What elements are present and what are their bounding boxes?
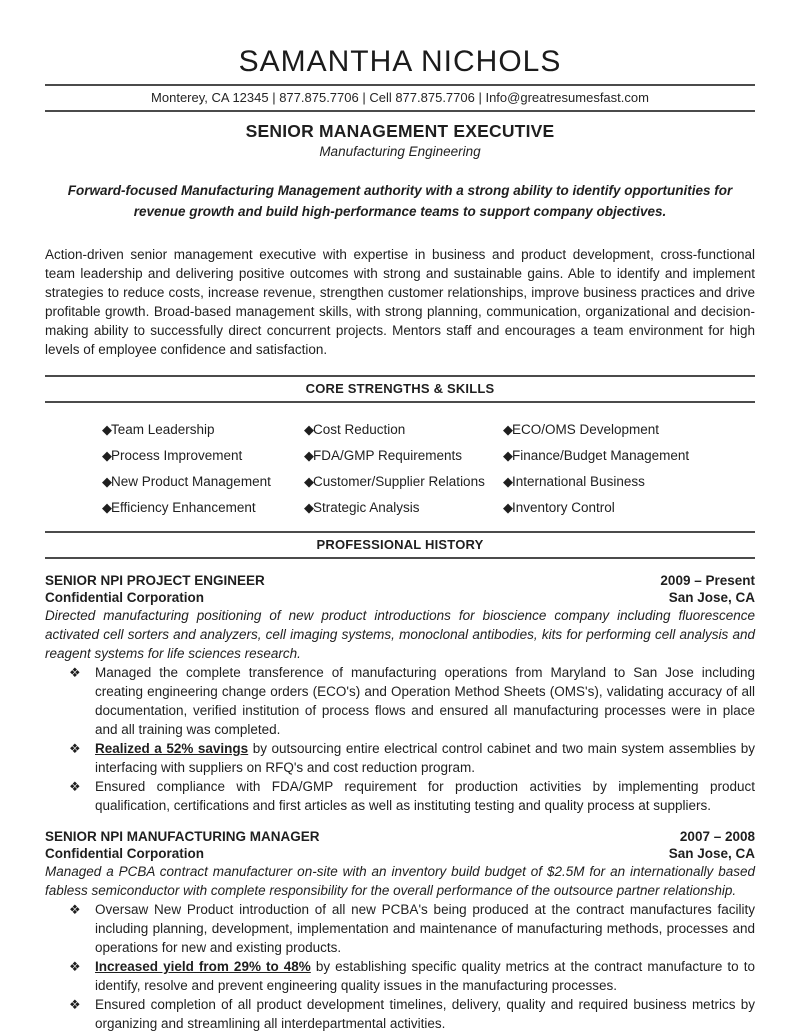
bullet-body: Ensured completion of all product development timelines, delivery, quality and required business metrics by organizing and streamlining all interdepartmental activities. xyxy=(95,997,755,1031)
candidate-name: SAMANTHA NICHOLS xyxy=(238,45,562,78)
skill-label: Process Improvement xyxy=(111,448,243,463)
diamond-bullet-icon: ◆ xyxy=(304,448,313,463)
bullet-item xyxy=(45,739,755,777)
bullet-highlight: Realized a 52% savings xyxy=(95,741,249,756)
bullet-body: Ensured compliance with FDA/GMP requirement for production activities by implementing product qualification, certifications and first articles as well as instituting testing and quality process at suppliers. xyxy=(95,779,755,813)
summary-paragraph: Action-driven senior management executive with expertise in business and product development, cross-functional team leadership and delivering positive outcomes with strong and sustainable gains. Able to identify and implement strategies to reduce costs, increase revenue, strengthen customer relationships, improve business practices and drive profitable growth. Broad-based management skills, with strong planning, communication, organizational and decision-making ability to successfully direct concurrent projects. Mentors staff and encourages a team environment for high levels of employee confidence and satisfaction. xyxy=(45,247,755,357)
history-section xyxy=(45,572,755,1033)
job-company-row xyxy=(45,589,755,606)
contact-info: Monterey, CA 12345 | 877.875.7706 | Cell 877.875.7706 | Info@greatresumesfast.com xyxy=(151,90,649,105)
skill-label: ECO/OMS Development xyxy=(512,422,660,437)
skill-item xyxy=(102,448,304,463)
skill-label: Efficiency Enhancement xyxy=(111,500,256,515)
job-title-row xyxy=(45,572,755,589)
section-heading-core-strengths: CORE STRENGTHS & SKILLS xyxy=(45,375,755,403)
bullet-text xyxy=(95,663,755,739)
diamond-bullet-icon: ◆ xyxy=(304,474,313,489)
bullet-text xyxy=(95,900,755,957)
skill-label: Customer/Supplier Relations xyxy=(313,474,485,489)
bullet-item xyxy=(45,900,755,957)
skill-item xyxy=(102,474,304,489)
skill-item xyxy=(102,500,304,515)
job-bullet-list xyxy=(45,663,755,815)
skill-label: Inventory Control xyxy=(512,500,615,515)
resume-subtitle: Manufacturing Engineering xyxy=(319,144,481,159)
skill-label: New Product Management xyxy=(111,474,271,489)
job-company: Confidential Corporation xyxy=(45,846,204,861)
job-title: SENIOR NPI MANUFACTURING MANAGER xyxy=(45,829,320,844)
skill-label: Team Leadership xyxy=(111,422,215,437)
diamond-bullet-icon: ◆ xyxy=(102,422,111,437)
four-diamond-bullet-icon: ❖ xyxy=(69,902,81,917)
bullet-item xyxy=(45,663,755,739)
skill-item xyxy=(304,474,503,489)
bullet-item xyxy=(45,995,755,1033)
skill-label: Finance/Budget Management xyxy=(512,448,690,463)
diamond-bullet-icon: ◆ xyxy=(102,474,111,489)
job-dates: 2009 – Present xyxy=(660,573,755,588)
skill-item xyxy=(304,448,503,463)
job-entry xyxy=(45,572,755,815)
job-title: SENIOR NPI PROJECT ENGINEER xyxy=(45,573,265,588)
skill-label: Strategic Analysis xyxy=(313,500,420,515)
diamond-bullet-icon: ◆ xyxy=(304,422,313,437)
skill-item xyxy=(304,500,503,515)
tagline: Forward-focused Manufacturing Management authority with a strong ability to identify opportunities for revenue growth and build high-performance teams to support company objectives. xyxy=(67,183,733,219)
job-dates: 2007 – 2008 xyxy=(679,829,755,844)
skill-label: International Business xyxy=(512,474,645,489)
diamond-bullet-icon: ◆ xyxy=(503,500,512,515)
four-diamond-bullet-icon: ❖ xyxy=(69,741,81,756)
section-heading-professional-history: PROFESSIONAL HISTORY xyxy=(45,531,755,559)
bullet-highlight: Increased yield from 29% to 48% xyxy=(95,959,311,974)
bullet-body: Oversaw New Product introduction of all new PCBA's being produced at the contract manufactures facility including planning, development, implementation and maintenance of manufacturing methods, processes and operations for new and existing products. xyxy=(95,902,755,955)
diamond-bullet-icon: ◆ xyxy=(304,500,313,515)
skills-grid xyxy=(102,422,755,515)
skill-item xyxy=(503,500,755,515)
bullet-text xyxy=(95,739,755,777)
job-description: Directed manufacturing positioning of new product introductions for bioscience company including fluorescence activated cell sorters and analyzers, cell imaging systems, monoclonal antibodies, kits for performing cell analysis and reagent systems for life sciences research. xyxy=(45,608,755,661)
bullet-text xyxy=(95,957,755,995)
bullet-body: by establishing specific quality metrics at the contract manufacture to to identify, resolve and prevent engineering quality issues in the manufacturing processes. xyxy=(95,959,755,993)
skill-item xyxy=(503,422,755,437)
contact-band xyxy=(45,84,755,112)
diamond-bullet-icon: ◆ xyxy=(102,448,111,463)
job-title-row xyxy=(45,828,755,845)
four-diamond-bullet-icon: ❖ xyxy=(69,959,81,974)
skill-item xyxy=(102,422,304,437)
four-diamond-bullet-icon: ❖ xyxy=(69,779,81,794)
job-location: San Jose, CA xyxy=(668,846,755,861)
job-entry xyxy=(45,828,755,1033)
job-company: Confidential Corporation xyxy=(45,590,204,605)
resume-title: SENIOR MANAGEMENT EXECUTIVE xyxy=(245,121,555,141)
skill-label: FDA/GMP Requirements xyxy=(313,448,463,463)
job-bullet-list xyxy=(45,900,755,1033)
bullet-body: by outsourcing entire electrical control cabinet and two main system assemblies by interfacing with suppliers on RFQ's and cost reduction program. xyxy=(95,741,756,775)
bullet-item xyxy=(45,777,755,815)
four-diamond-bullet-icon: ❖ xyxy=(69,665,81,680)
skill-item xyxy=(304,422,503,437)
skill-item xyxy=(503,448,755,463)
diamond-bullet-icon: ◆ xyxy=(503,422,512,437)
job-company-row xyxy=(45,845,755,862)
diamond-bullet-icon: ◆ xyxy=(503,474,512,489)
skill-item xyxy=(503,474,755,489)
job-location: San Jose, CA xyxy=(668,590,755,605)
skill-label: Cost Reduction xyxy=(313,422,406,437)
bullet-body: Managed the complete transference of manufacturing operations from Maryland to San Jose including creating engineering change orders (ECO's) and Operation Method Sheets (OMS's), validating accuracy of all documentation, verified institution of process flows and ensured all manufacturing processes were in place and all training was completed. xyxy=(95,665,755,737)
bullet-item xyxy=(45,957,755,995)
job-description: Managed a PCBA contract manufacturer on-site with an inventory build budget of $2.5M for an internationally based fabless semiconductor with complete responsibility for the overall performance of the outsource partner relationship. xyxy=(45,864,755,898)
bullet-text xyxy=(95,995,755,1033)
bullet-text xyxy=(95,777,755,815)
four-diamond-bullet-icon: ❖ xyxy=(69,997,81,1012)
diamond-bullet-icon: ◆ xyxy=(503,448,512,463)
diamond-bullet-icon: ◆ xyxy=(102,500,111,515)
